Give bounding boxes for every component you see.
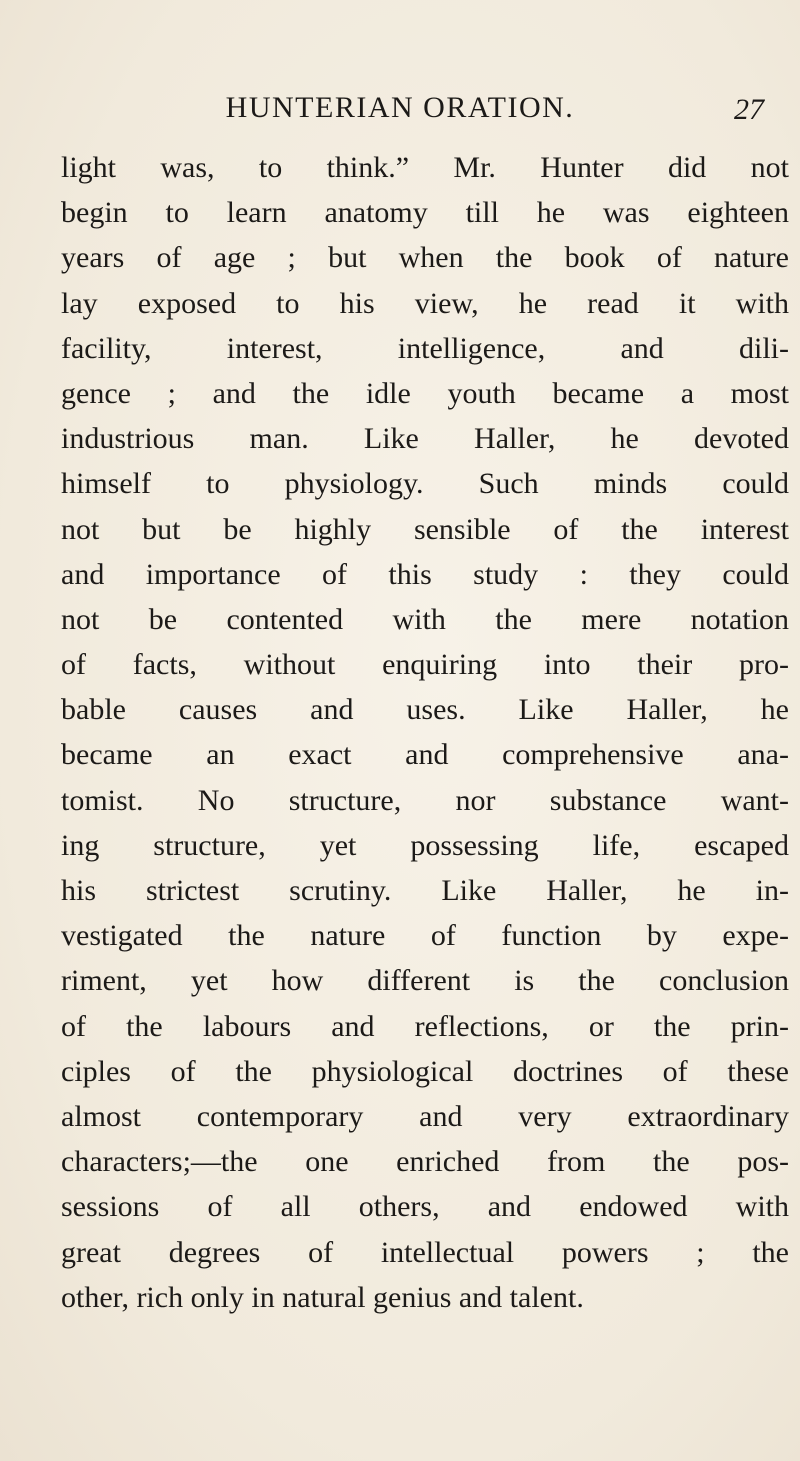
text-line: begin to learn anatomy till he was eighteen: [61, 196, 789, 230]
text-line: tomist. No structure, nor substance want-: [61, 783, 789, 817]
text-line: not be contented with the mere notation: [61, 602, 789, 636]
text-line: and importance of this study : they could: [61, 557, 789, 591]
text-line: lay exposed to his view, he read it with: [61, 286, 789, 320]
text-line: of the labours and reflections, or the prin-: [61, 1009, 789, 1043]
text-line: gence ; and the idle youth became a most: [61, 376, 789, 410]
text-line: his strictest scrutiny. Like Haller, he in-: [61, 874, 789, 907]
text-line: not but be highly sensible of the interest: [61, 512, 789, 546]
text-line: almost contemporary and very extraordinary: [61, 1099, 789, 1133]
text-line: himself to physiology. Such minds could: [61, 467, 789, 501]
text-line: great degrees of intellectual powers ; the: [61, 1235, 789, 1269]
page-header: [0, 88, 800, 128]
text-line: other, rich only in natural genius and talent.: [61, 1280, 584, 1314]
text-line: ing structure, yet possessing life, escaped: [61, 828, 789, 862]
running-head: HUNTERIAN ORATION.: [225, 91, 575, 124]
text-line: sessions of all others, and endowed with: [61, 1190, 789, 1224]
text-line: years of age ; but when the book of nature: [61, 241, 789, 275]
text-line: characters;—the one enriched from the pos-: [61, 1145, 789, 1179]
body-text: [61, 145, 789, 1320]
text-line: light was, to think.” Mr. Hunter did not: [61, 151, 789, 184]
text-line: ciples of the physiological doctrines of these: [61, 1054, 789, 1088]
text-line: bable causes and uses. Like Haller, he: [61, 693, 789, 727]
text-line: became an exact and comprehensive ana-: [61, 738, 789, 772]
text-line: facility, interest, intelligence, and dili-: [61, 331, 789, 365]
page-number: 27: [734, 93, 764, 126]
text-line: of facts, without enquiring into their pro-: [61, 648, 789, 682]
text-line: industrious man. Like Haller, he devoted: [61, 422, 789, 456]
text-line: vestigated the nature of function by expe-: [61, 919, 789, 953]
text-line: riment, yet how different is the conclusion: [61, 964, 789, 998]
